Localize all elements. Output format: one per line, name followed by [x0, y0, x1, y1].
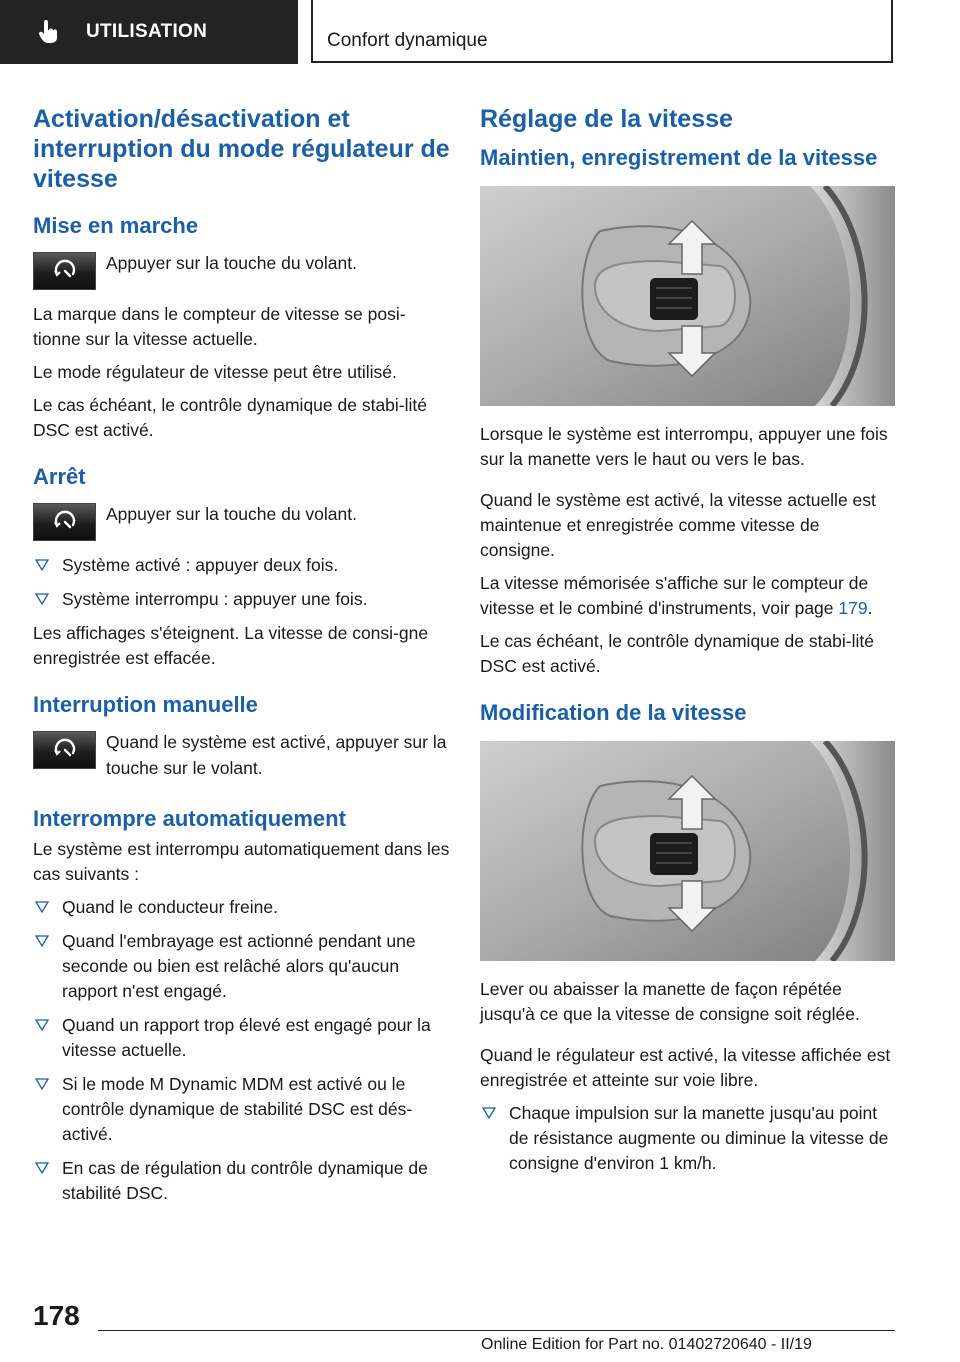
paragraph: Le cas échéant, le contrôle dynamique de stabi‐lité DSC est activé.: [33, 395, 427, 440]
heading-arret: Arrêt: [33, 464, 86, 489]
button-instruction-manual: [33, 729, 451, 781]
paragraph: Le mode régulateur de vitesse peut être utilisé.: [33, 362, 397, 382]
list-item: Système activé : appuyer deux fois.: [33, 553, 451, 578]
paragraph: Quand le régulateur est activé, la vitesse affichée est enregistrée et atteinte sur voie libre.: [480, 1045, 891, 1090]
triangle-bullet-icon: [35, 592, 49, 606]
paragraph: Lorsque le système est interrompu, appuyer une fois sur la manette vers le haut ou vers le bas.: [480, 424, 888, 469]
triangle-bullet-icon: [35, 1018, 49, 1032]
list-item: Chaque impulsion sur la manette jusqu'au point de résistance augmente ou diminue la vitesse de consigne d'environ 1 km/h.: [480, 1101, 898, 1176]
bullet-list: [33, 553, 451, 612]
chapter-box: [311, 0, 893, 63]
triangle-bullet-icon: [482, 1106, 496, 1120]
list-item: Quand un rapport trop élevé est engagé pour la vitesse actuelle.: [33, 1013, 451, 1063]
heading-reglage: Réglage de la vitesse: [480, 105, 733, 133]
steering-lever-photo: [480, 186, 895, 406]
hand-pointer-icon: [38, 20, 60, 44]
button-text-off: Appuyer sur la touche du volant.: [106, 504, 357, 524]
list-item: Quand l'embrayage est actionné pendant une seconde ou bien est relâché alors qu'aucun rapport n'est engagé.: [33, 929, 451, 1004]
list-item: En cas de régulation du contrôle dynamique de stabilité DSC.: [33, 1156, 451, 1206]
heading-mise-en-marche: Mise en marche: [33, 213, 199, 238]
button-text-on: Appuyer sur la touche du volant.: [106, 253, 357, 273]
paragraph: Quand le système est activé, la vitesse actuelle est maintenue et enregistrée comme vitesse de consigne.: [480, 490, 876, 560]
right-column: [480, 104, 898, 1185]
footer-rule: [98, 1330, 895, 1331]
paragraph: Lever ou abaisser la manette de façon répétée jusqu'à ce que la vitesse de consigne soit réglée.: [480, 979, 860, 1024]
paragraph-page-ref: La vitesse mémorisée s'affiche sur le compteur de vitesse et le combiné d'instruments, voir page 179.: [480, 573, 873, 618]
triangle-bullet-icon: [35, 1077, 49, 1091]
steering-lever-photo: [480, 741, 895, 961]
list-item: Si le mode M Dynamic MDM est activé ou le contrôle dynamique de stabilité DSC est dés‐activé.: [33, 1072, 451, 1147]
paragraph: Le cas échéant, le contrôle dynamique de stabi‐lité DSC est activé.: [480, 631, 874, 676]
page-link[interactable]: 179: [838, 598, 868, 618]
button-instruction-off: [33, 501, 451, 541]
heading-interruption-manuelle: Interruption manuelle: [33, 692, 258, 717]
cruise-button-icon: [33, 731, 96, 769]
triangle-bullet-icon: [35, 934, 49, 948]
heading-modification: Modification de la vitesse: [480, 700, 747, 725]
button-instruction-on: [33, 250, 451, 290]
list-item: Système interrompu : appuyer une fois.: [33, 587, 451, 612]
triangle-bullet-icon: [35, 558, 49, 572]
paragraph: Le système est interrompu automatiquement dans les cas suivants :: [33, 839, 450, 884]
bullet-list: [480, 1101, 898, 1176]
button-text-manual: Quand le système est activé, appuyer sur la touche sur le volant.: [106, 732, 447, 778]
paragraph: La marque dans le compteur de vitesse se posi‐tionne sur la vitesse actuelle.: [33, 304, 406, 349]
section-title: UTILISATION: [86, 21, 208, 42]
chapter-title: Confort dynamique: [327, 30, 488, 51]
heading-interrompre-auto: Interrompre automatiquement: [33, 806, 346, 831]
page-number: 178: [33, 1300, 80, 1331]
heading-maintien: Maintien, enregistrement de la vitesse: [480, 145, 878, 170]
cruise-button-icon: [33, 252, 96, 290]
section-tab: [0, 0, 298, 64]
paragraph: Les affichages s'éteignent. La vitesse de consi‐gne enregistrée est effacée.: [33, 623, 429, 668]
cruise-button-icon: [33, 503, 96, 541]
edition-note: Online Edition for Part no. 01402720640 - II/19: [481, 1336, 812, 1353]
bullet-list: [33, 895, 451, 1206]
triangle-bullet-icon: [35, 900, 49, 914]
heading-activation: Activation/désactivation et interruption du mode régulateur de vitesse: [33, 105, 450, 193]
list-item: Quand le conducteur freine.: [33, 895, 451, 920]
left-column: [33, 104, 451, 1215]
triangle-bullet-icon: [35, 1161, 49, 1175]
